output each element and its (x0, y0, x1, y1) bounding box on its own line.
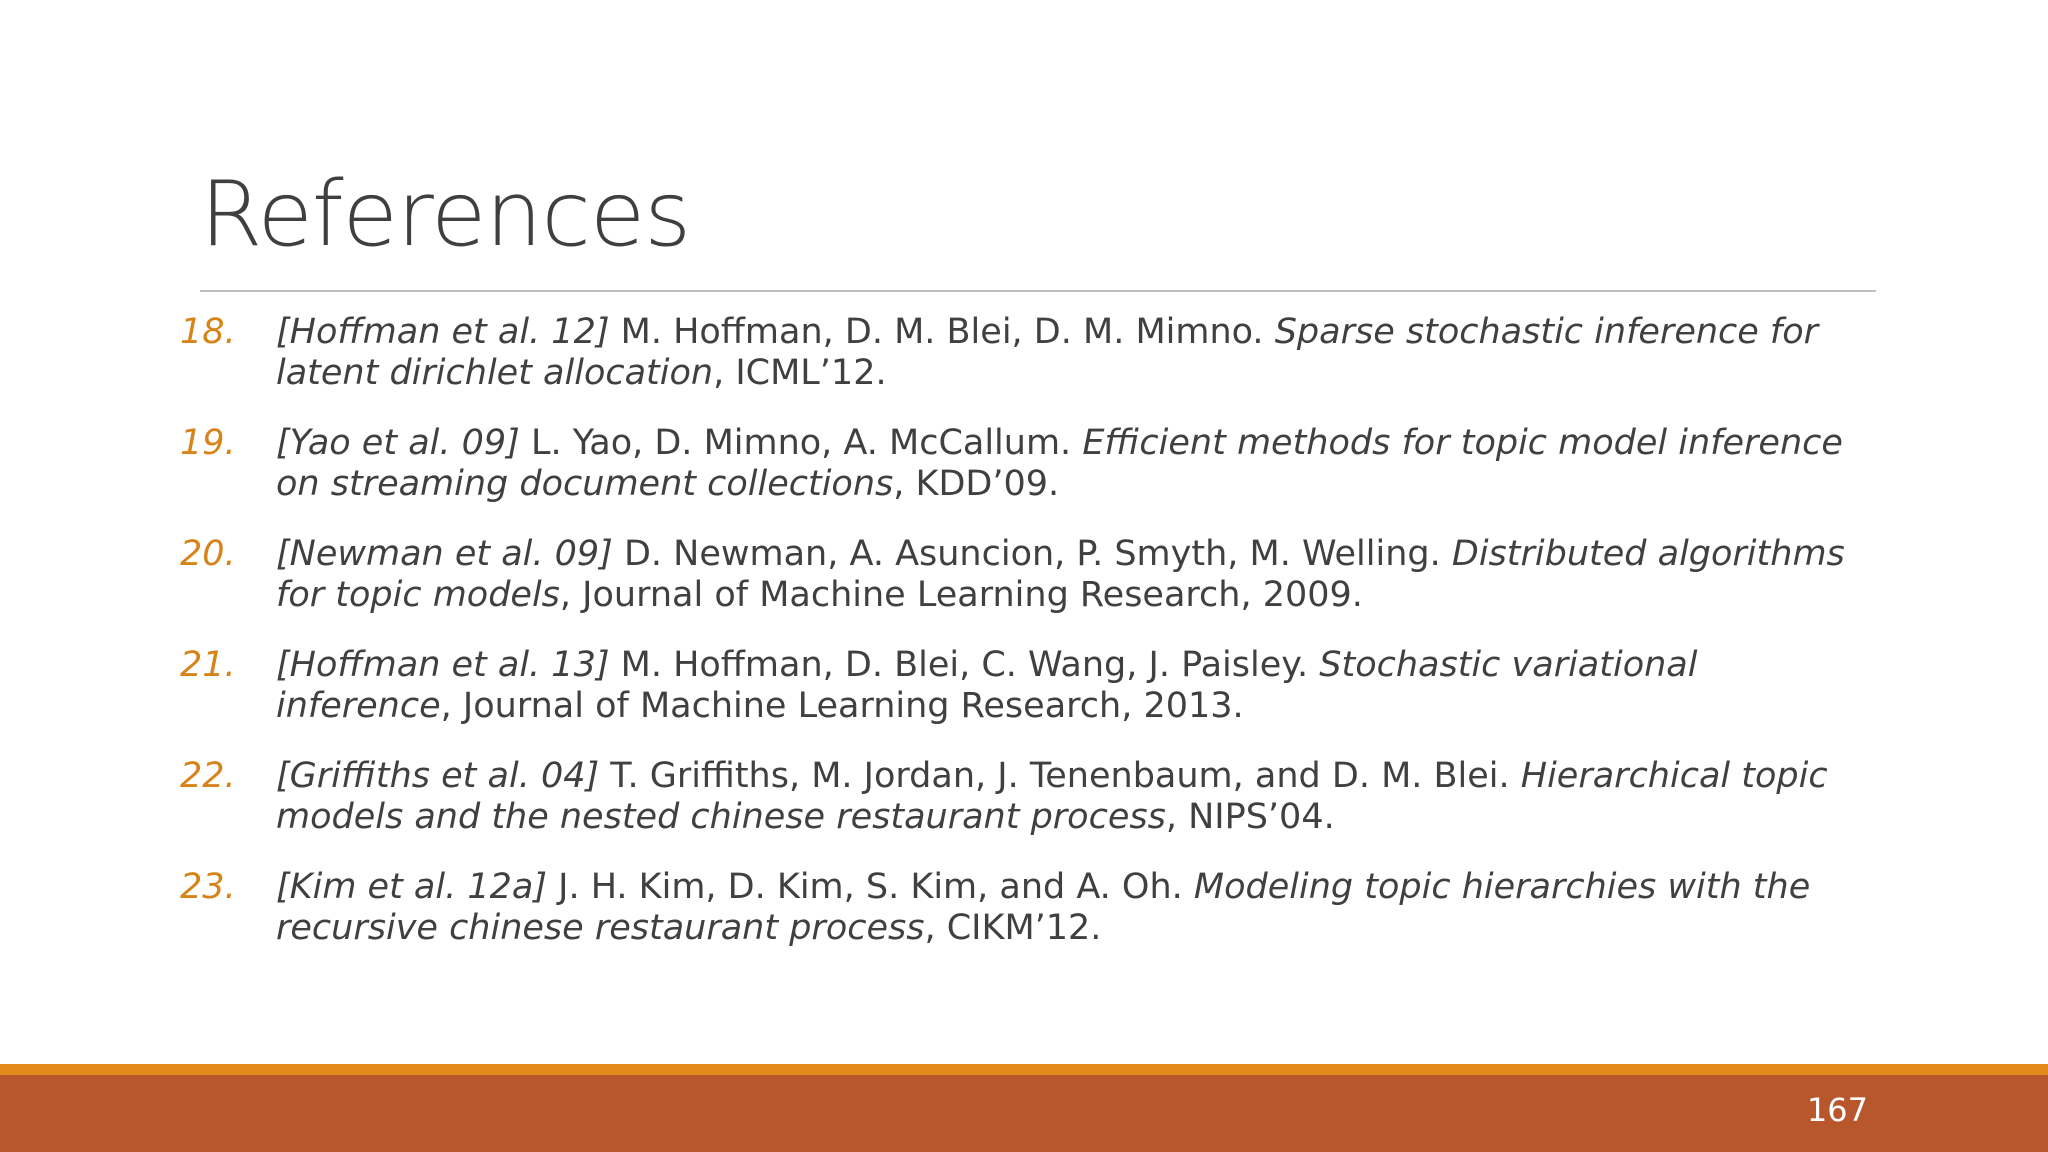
slide-title: References (200, 162, 691, 267)
reference-text (276, 312, 1880, 394)
reference-key: [Hoffman et al. 12] (276, 312, 610, 352)
reference-venue: , Journal of Machine Learning Research, 2013. (440, 686, 1244, 726)
reference-item (180, 756, 1880, 838)
reference-key: [Kim et al. 12a] (276, 867, 547, 907)
reference-title: Hierarchical topic models and the nested chinese restaurant process (276, 756, 1828, 837)
reference-authors: D. Newman, A. Asuncion, P. Smyth, M. Welling. (612, 534, 1452, 574)
reference-number: 23. (180, 867, 236, 907)
reference-authors: J. H. Kim, D. Kim, S. Kim, and A. Oh. (547, 867, 1194, 907)
reference-authors: M. Hoffman, D. M. Blei, D. M. Mimno. (609, 312, 1275, 352)
reference-text (276, 423, 1880, 505)
reference-number: 21. (180, 645, 236, 685)
reference-venue: , NIPS’04. (1165, 797, 1335, 837)
reference-authors: T. Griffiths, M. Jordan, J. Tenenbaum, and D. M. Blei. (599, 756, 1521, 796)
reference-text (276, 756, 1880, 838)
reference-venue: , Journal of Machine Learning Research, 2009. (559, 575, 1363, 615)
reference-title: Efficient methods for topic model inference on streaming document collections (276, 423, 1843, 504)
reference-list (180, 312, 1880, 978)
reference-number: 20. (180, 534, 236, 574)
reference-item (180, 645, 1880, 727)
reference-title: Modeling topic hierarchies with the recursive chinese restaurant process (276, 867, 1811, 948)
reference-item (180, 534, 1880, 616)
reference-title: Distributed algorithms for topic models (276, 534, 1845, 615)
reference-key: [Yao et al. 09] (276, 423, 520, 463)
reference-text (276, 645, 1880, 727)
reference-text (276, 867, 1880, 949)
reference-number: 18. (180, 312, 236, 352)
reference-venue: , KDD’09. (893, 464, 1060, 504)
reference-key: [Griffiths et al. 04] (276, 756, 600, 796)
reference-number: 19. (180, 423, 236, 463)
reference-title: Stochastic variational inference (276, 645, 1698, 726)
reference-item (180, 312, 1880, 394)
reference-authors: M. Hoffman, D. Blei, C. Wang, J. Paisley. (609, 645, 1320, 685)
reference-venue: , CIKM’12. (924, 908, 1102, 948)
reference-authors: L. Yao, D. Mimno, A. McCallum. (519, 423, 1083, 463)
reference-title: Sparse stochastic inference for latent dirichlet allocation (276, 312, 1819, 393)
reference-number: 22. (180, 756, 236, 796)
page-number: 167 (1806, 1091, 1868, 1129)
reference-key: [Newman et al. 09] (276, 534, 613, 574)
reference-key: [Hoffman et al. 13] (276, 645, 610, 685)
reference-text (276, 534, 1880, 616)
reference-item (180, 423, 1880, 505)
reference-item (180, 867, 1880, 949)
footer-bar (0, 1075, 2048, 1152)
footer-accent-stripe (0, 1064, 2048, 1075)
title-divider (200, 290, 1876, 292)
reference-venue: , ICML’12. (713, 353, 887, 393)
